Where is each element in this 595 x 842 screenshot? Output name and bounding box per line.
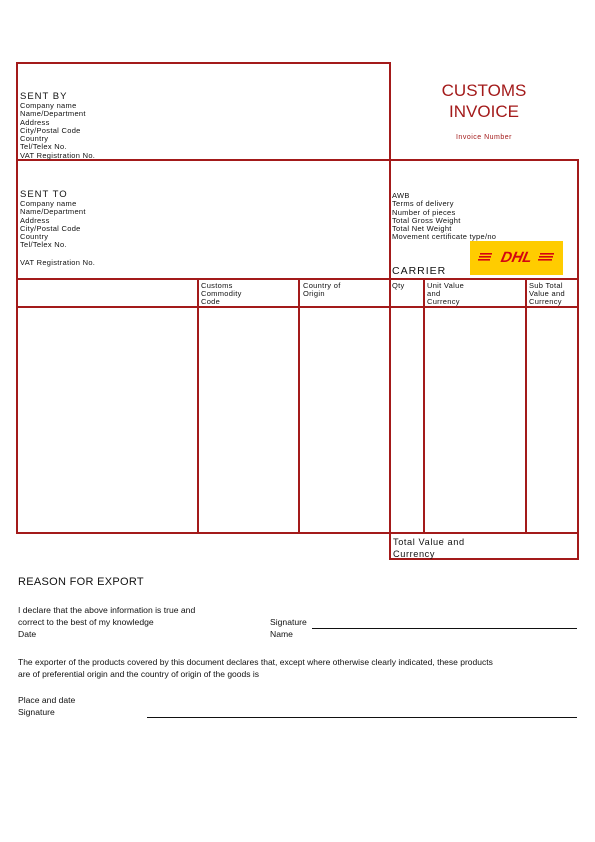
sent-by-heading: SENT BY xyxy=(20,91,68,102)
col-header-sub-total xyxy=(529,282,565,307)
title-line-1: CUSTOMS xyxy=(441,81,527,100)
signature-line[interactable] xyxy=(312,628,577,629)
col-unit-line-2: and xyxy=(427,289,441,299)
sent-by-country: Country xyxy=(20,134,49,144)
final-signature-line[interactable] xyxy=(147,717,577,718)
sent-to-city: City/Postal Code xyxy=(20,223,81,233)
col-qty-line-1: Qty xyxy=(392,281,405,290)
shipment-fields xyxy=(392,192,496,242)
sent-to-fields xyxy=(20,200,86,250)
sent-by-tel: Tel/Telex No. xyxy=(20,142,67,152)
col-subtotal-line-2: Value and xyxy=(529,289,565,299)
col-header-customs-code xyxy=(201,282,242,307)
exporter-statement-line-1: The exporter of the products covered by this document declares that, except where otherwise clearly indicated, these products xyxy=(18,657,493,667)
reason-for-export-heading: REASON FOR EXPORT xyxy=(18,576,144,588)
number-of-pieces-label: Number of pieces xyxy=(392,207,456,217)
sent-to-vat: VAT Registration No. xyxy=(20,258,96,267)
sent-to-tel: Tel/Telex No. xyxy=(20,240,67,250)
col-header-qty xyxy=(392,282,405,290)
col-customs-line-2: Commodity xyxy=(201,289,242,299)
sent-by-city: City/Postal Code xyxy=(20,125,81,135)
dhl-logo xyxy=(470,241,563,275)
net-weight-label: Total Net Weight xyxy=(392,224,452,234)
sent-by-company: Company name xyxy=(20,101,77,110)
col-unit-line-3: Currency xyxy=(427,297,460,307)
dhl-logo-text: DHL xyxy=(499,249,534,266)
terms-of-delivery-label: Terms of delivery xyxy=(392,199,454,209)
col-unit-line-1: Unit Value xyxy=(427,281,465,290)
sent-to-heading: SENT TO xyxy=(20,189,68,200)
sent-by-address: Address xyxy=(20,117,50,127)
title-line-2: INVOICE xyxy=(449,102,519,121)
col-origin-line-1: Country of xyxy=(303,281,341,290)
col-header-unit-value xyxy=(427,282,464,307)
sent-by-vat: VAT Registration No. xyxy=(20,150,96,160)
declaration-line-2: correct to the best of my knowledge xyxy=(18,617,154,627)
carrier-label: CARRIER xyxy=(392,265,447,277)
total-value-line-1: Total Value and xyxy=(393,537,465,547)
date-label: Date xyxy=(18,629,37,639)
document-title xyxy=(400,80,568,122)
total-value-line-2: Currency xyxy=(393,549,436,559)
col-customs-line-1: Customs xyxy=(201,281,233,290)
dhl-logo-mark xyxy=(470,241,563,275)
sent-by-department: Name/Department xyxy=(20,109,86,119)
name-label: Name xyxy=(270,629,293,639)
col-customs-line-3: Code xyxy=(201,297,221,307)
place-and-date-label: Place and date xyxy=(18,695,76,705)
total-value-label xyxy=(393,536,465,560)
col-subtotal-line-3: Currency xyxy=(529,297,562,307)
col-subtotal-line-1: Sub Total xyxy=(529,281,563,290)
sent-by-fields xyxy=(20,102,95,160)
invoice-number-label: Invoice Number xyxy=(455,134,513,141)
declaration-line-1: I declare that the above information is true and xyxy=(18,605,196,615)
col-header-country-origin xyxy=(303,282,341,298)
sent-to-address: Address xyxy=(20,215,50,225)
final-signature-label: Signature xyxy=(18,707,55,717)
signature-label: Signature xyxy=(270,617,307,627)
awb-label: AWB xyxy=(392,191,410,200)
exporter-statement-line-2: are of preferential origin and the country of origin of the goods is xyxy=(18,669,259,679)
sent-to-department: Name/Department xyxy=(20,207,86,217)
sent-to-company: Company name xyxy=(20,199,77,208)
col-origin-line-2: Origin xyxy=(303,289,325,299)
gross-weight-label: Total Gross Weight xyxy=(392,215,461,225)
sent-to-country: Country xyxy=(20,232,49,242)
movement-certificate-label: Movement certificate type/no xyxy=(392,232,497,242)
